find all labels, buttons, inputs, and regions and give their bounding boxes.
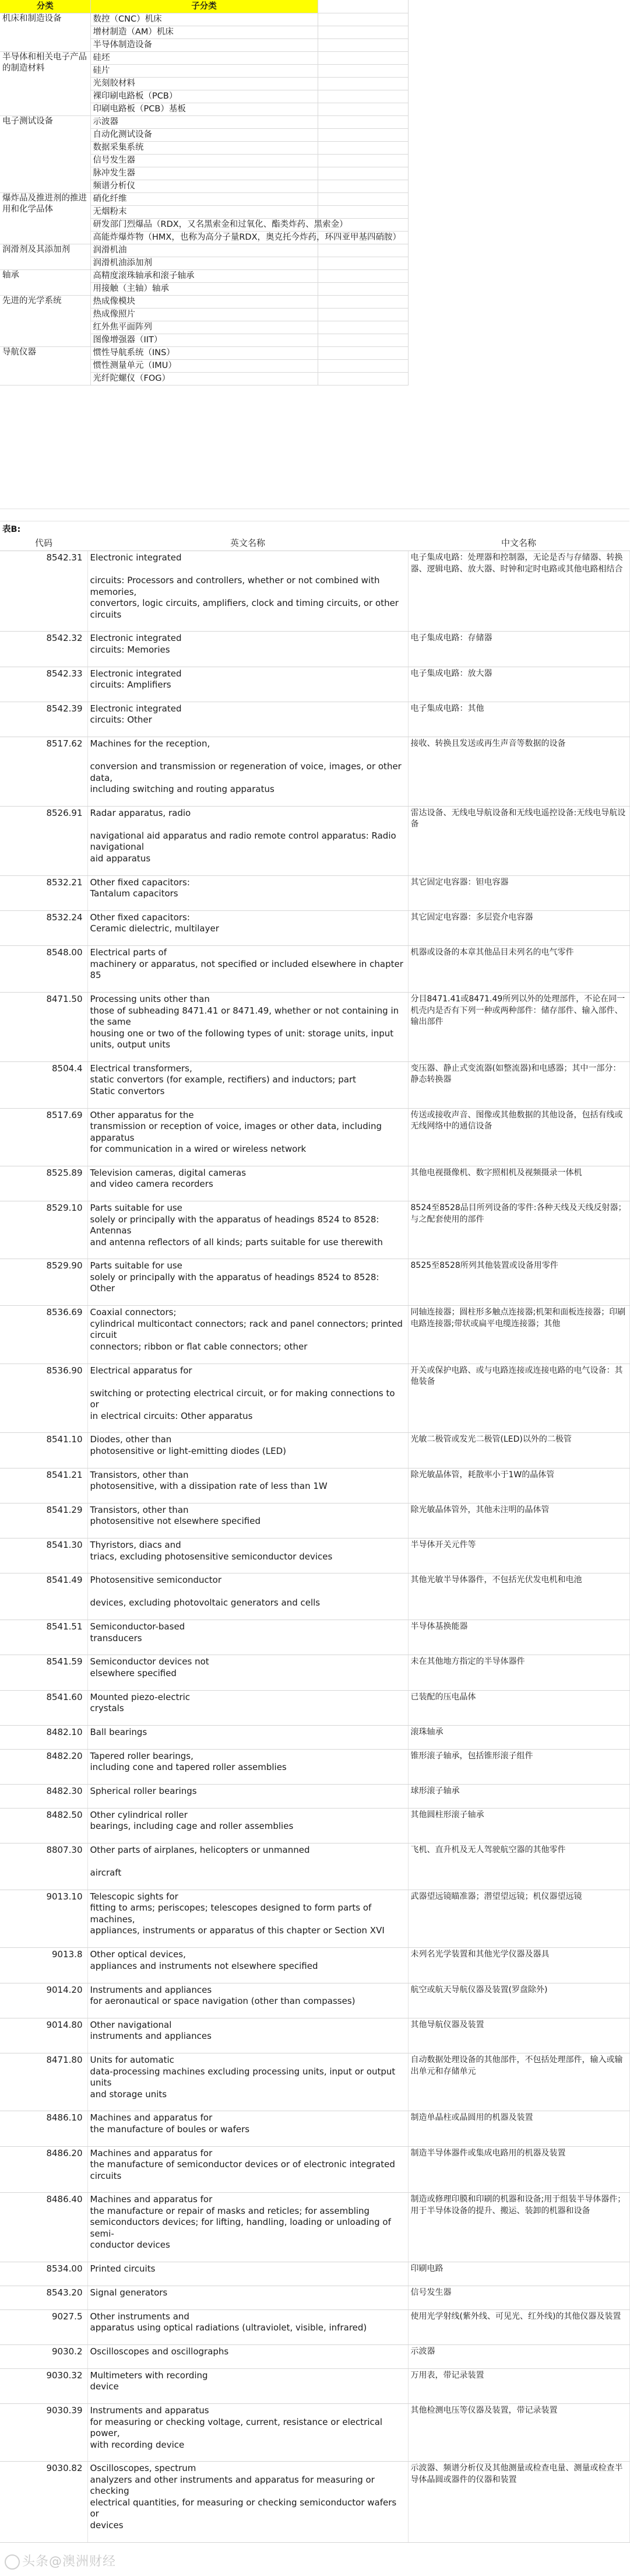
empty-cell — [318, 167, 408, 180]
subcategory-cell: 高能炸爆炸物（HMX，也称为高分子量RDX，奥克托今炸药，环四亚甲基四硝胺） — [90, 232, 318, 244]
table-row — [0, 551, 629, 632]
header-english-name: 英文名称 — [87, 535, 408, 551]
code-cell: 8541.29 — [0, 1503, 87, 1538]
subcategory-cell: 润滑机油添加剂 — [90, 257, 318, 270]
subcategory-cell: 红外焦平面阵列 — [90, 321, 318, 334]
code-cell: 8541.10 — [0, 1433, 87, 1468]
code-cell: 9030.32 — [0, 2368, 87, 2403]
code-cell: 9030.39 — [0, 2404, 87, 2462]
code-cell: 8471.50 — [0, 993, 87, 1062]
table-row — [0, 632, 629, 667]
english-name-cell: Photosensitive semiconductor devices, excluding photovoltaic generators and cells — [87, 1573, 408, 1620]
english-name-cell: Telescopic sights for fitting to arms; periscopes; telescopes designed to form parts of machines, appliances, instruments or apparatus of this chapter or Section XVI — [87, 1890, 408, 1947]
code-cell: 8532.21 — [0, 875, 87, 910]
chinese-name-cell: 其他电视摄像机、数字照相机及视频摄录一体机 — [408, 1166, 629, 1201]
category-cell: 爆炸品及推进剂的推进用和化学品体 — [0, 193, 90, 244]
chinese-name-cell: 电子集成电路：放大器 — [408, 667, 629, 702]
english-name-cell: Coaxial connectors; cylindrical multicontact connectors; rack and panel connectors; printed circuit connectors; ribbon or flat cable connectors; other — [87, 1306, 408, 1364]
table-row — [0, 1749, 629, 1784]
chinese-name-cell: 其他圆柱形滚子轴承 — [408, 1808, 629, 1843]
chinese-name-cell: 8525至8528所列其他装置或设备用零件 — [408, 1259, 629, 1306]
subcategory-cell: 无烟粉末 — [90, 206, 318, 219]
english-name-cell: Other fixed capacitors: Tantalum capacitors — [87, 875, 408, 910]
subcategory-cell: 信号发生器 — [90, 155, 318, 167]
english-name-cell: Semiconductor devices not elsewhere specified — [87, 1655, 408, 1690]
table-row — [0, 1620, 629, 1655]
chinese-name-cell: 示波器、频谱分析仪及其他测量或检查电量、测量或检查半导体晶圆或器件的仪器和装置 — [408, 2462, 629, 2542]
code-cell: 8486.10 — [0, 2111, 87, 2146]
chinese-name-cell: 制造单晶柱或晶圆用的机器及装置 — [408, 2111, 629, 2146]
table-row — [0, 910, 629, 945]
chinese-name-cell: 滚珠轴承 — [408, 1726, 629, 1750]
subcategory-cell: 高精度滚珠轴承和滚子轴承 — [90, 270, 318, 283]
english-name-cell: Other optical devices, appliances and instruments not elsewhere specified — [87, 1948, 408, 1983]
subcategory-cell: 光纤陀螺仪（FOG） — [90, 373, 318, 385]
code-cell: 8541.30 — [0, 1538, 87, 1573]
subcategory-cell: 热成像模块 — [90, 296, 318, 309]
english-name-cell: Printed circuits — [87, 2262, 408, 2286]
table-row — [0, 270, 408, 283]
header-category: 分类 — [0, 0, 90, 13]
category-cell: 先进的光学系统 — [0, 296, 90, 347]
code-cell: 8534.00 — [0, 2262, 87, 2286]
table-a — [0, 0, 409, 385]
english-name-cell: Diodes, other than photosensitive or light-emitting diodes (LED) — [87, 1433, 408, 1468]
code-cell: 8542.32 — [0, 632, 87, 667]
header-chinese-name: 中文名称 — [408, 535, 629, 551]
chinese-name-cell: 未列名光学装置和其他光学仪器及器具 — [408, 1948, 629, 1983]
code-cell: 8541.49 — [0, 1573, 87, 1620]
subcategory-cell: 硅片 — [90, 65, 318, 78]
table-row — [0, 1201, 629, 1259]
chinese-name-cell: 电子集成电路：存储器 — [408, 632, 629, 667]
chinese-name-cell: 已装配的压电晶体 — [408, 1690, 629, 1725]
empty-cell — [318, 116, 408, 129]
code-cell: 8486.20 — [0, 2146, 87, 2193]
subcategory-cell: 数据采集系统 — [90, 142, 318, 155]
subcategory-cell: 频谱分析仪 — [90, 180, 318, 193]
code-cell: 8543.20 — [0, 2286, 87, 2309]
empty-cell — [318, 334, 408, 347]
chinese-name-cell: 其它固定电容器：钽电容器 — [408, 875, 629, 910]
table-row — [0, 702, 629, 737]
subcategory-cell: 图像增强器（IIT） — [90, 334, 318, 347]
table-row — [0, 1259, 629, 1306]
code-cell: 8529.10 — [0, 1201, 87, 1259]
chinese-name-cell: 其他光敏半导体器件，不包括光伏发电机和电池 — [408, 1573, 629, 1620]
empty-cell — [318, 296, 408, 309]
empty-cell — [318, 283, 408, 296]
subcategory-cell: 增材制造（AM）机床 — [90, 26, 318, 39]
empty-cell — [318, 321, 408, 334]
table-row — [0, 2018, 629, 2053]
table-row — [0, 2368, 629, 2403]
chinese-name-cell: 电子集成电路：处理器和控制器，无论是否与存储器、转换器、逻辑电路、放大器、时钟和定时电路或其他电路相结合 — [408, 551, 629, 632]
empty-cell — [318, 142, 408, 155]
table-row — [0, 1690, 629, 1725]
empty-cell — [318, 13, 408, 26]
chinese-name-cell: 武器望远镜瞄准器；潜望望远镜；机仪器望远镜 — [408, 1890, 629, 1947]
code-cell: 9013.10 — [0, 1890, 87, 1947]
chinese-name-cell: 同轴连接器；圆柱形多触点连接器;机架和面板连接器；印刷电路连接器;带状或扁平电缆连接器；其他 — [408, 1306, 629, 1364]
code-cell: 9013.8 — [0, 1948, 87, 1983]
chinese-name-cell: 8524至8528品目所列设备的零件:各种天线及天线反射器；与之配套使用的部件 — [408, 1201, 629, 1259]
chinese-name-cell: 机器或设备的本章其他品目未列名的电气零件 — [408, 946, 629, 993]
empty-cell — [318, 270, 408, 283]
subcategory-cell: 印刷电路板（PCB）基板 — [90, 103, 318, 116]
english-name-cell: Other apparatus for the transmission or reception of voice, images or other data, including apparatus for communication in a wired or wireless network — [87, 1108, 408, 1166]
chinese-name-cell: 其它固定电容器：多层瓷介电容器 — [408, 910, 629, 945]
code-cell: 8541.60 — [0, 1690, 87, 1725]
english-name-cell: Oscilloscopes, spectrum analyzers and other instruments and apparatus for measuring or checking electrical quantities, for measuring or checking semiconductor wafers or devices — [87, 2462, 408, 2542]
code-cell: 8517.69 — [0, 1108, 87, 1166]
table-row — [0, 737, 629, 807]
english-name-cell: Spherical roller bearings — [87, 1785, 408, 1809]
subcategory-cell: 数控（CNC）机床 — [90, 13, 318, 26]
table-row — [0, 1364, 629, 1433]
subcategory-cell: 示波器 — [90, 116, 318, 129]
table-row — [0, 2262, 629, 2286]
chinese-name-cell: 自动数据处理设备的其他部件，不包括处理部件，输入或输出单元和存储单元 — [408, 2053, 629, 2111]
code-cell: 8541.51 — [0, 1620, 87, 1655]
empty-cell — [318, 26, 408, 39]
table-row — [0, 1890, 629, 1947]
english-name-cell: Machines and apparatus for the manufacture or repair of masks and reticles; for assembling semiconductors devices; for lifting, handling, loading or unloading of semi- conductor devices — [87, 2193, 408, 2262]
english-name-cell: Instruments and apparatus for measuring or checking voltage, current, resistance or electrical power, with recording device — [87, 2404, 408, 2462]
empty-cell — [318, 373, 408, 385]
header-code: 代码 — [0, 535, 87, 551]
subcategory-cell: 裸印刷电路板（PCB） — [90, 90, 318, 103]
code-cell: 8807.30 — [0, 1843, 87, 1890]
empty-cell — [318, 39, 408, 52]
category-cell: 半导体和相关电子产品的制造材料 — [0, 52, 90, 116]
code-cell: 8482.20 — [0, 1749, 87, 1784]
table-row — [0, 2309, 629, 2344]
table-row — [0, 2193, 629, 2262]
table-row — [0, 193, 408, 206]
table-row — [0, 1503, 629, 1538]
english-name-cell: Ball bearings — [87, 1726, 408, 1750]
english-name-cell: Other cylindrical roller bearings, including cage and roller assemblies — [87, 1808, 408, 1843]
chinese-name-cell: 接收、转换且发送或再生声音等数据的设备 — [408, 737, 629, 807]
table-row — [0, 2345, 629, 2369]
table-row — [0, 347, 408, 360]
header-empty — [318, 0, 408, 13]
english-name-cell: Instruments and appliances for aeronautical or space navigation (other than compasses) — [87, 1983, 408, 2018]
english-name-cell: Electronic integrated circuits: Processors and controllers, whether or not combined with memories, convertors, logic circuits, amplifiers, clock and timing circuits, or other circuits — [87, 551, 408, 632]
table-b-header — [0, 535, 629, 551]
table-row — [0, 1843, 629, 1890]
english-name-cell: Electronic integrated circuits: Memories — [87, 632, 408, 667]
chinese-name-cell: 万用表，带记录装置 — [408, 2368, 629, 2403]
subcategory-cell: 惯性导航系统（INS） — [90, 347, 318, 360]
english-name-cell: Machines for the reception, conversion and transmission or regeneration of voice, images, or other data, including switching and routing apparatus — [87, 737, 408, 807]
english-name-cell: Transistors, other than photosensitive not elsewhere specified — [87, 1503, 408, 1538]
table-row — [0, 1948, 629, 1983]
english-name-cell: Other navigational instruments and appliances — [87, 2018, 408, 2053]
english-name-cell: Machines and apparatus for the manufacture of semiconductor devices or of electronic integrated circuits — [87, 2146, 408, 2193]
code-cell: 9014.80 — [0, 2018, 87, 2053]
code-cell: 8541.59 — [0, 1655, 87, 1690]
table-row — [0, 116, 408, 129]
code-cell: 8482.50 — [0, 1808, 87, 1843]
empty-cell — [318, 257, 408, 270]
code-cell: 8482.30 — [0, 1785, 87, 1809]
subcategory-cell: 硝化纤维 — [90, 193, 318, 206]
code-cell: 8542.39 — [0, 702, 87, 737]
chinese-name-cell: 传送或接收声音、图像或其他数据的其他设备，包括有线或无线网络中的通信设备 — [408, 1108, 629, 1166]
chinese-name-cell: 使用光学射线(紫外线、可见光、红外线)的其他仪器及装置 — [408, 2309, 629, 2344]
empty-cell — [318, 206, 408, 219]
chinese-name-cell: 半导体开关元件等 — [408, 1538, 629, 1573]
empty-cell — [318, 244, 408, 257]
english-name-cell: Electronic integrated circuits: Other — [87, 702, 408, 737]
watermark — [5, 2552, 116, 2570]
english-name-cell: Radar apparatus, radio navigational aid apparatus and radio remote control apparatus: Radio navigational aid apparatus — [87, 806, 408, 875]
chinese-name-cell: 飞机、直升机及无人驾驶航空器的其他零件 — [408, 1843, 629, 1890]
table-row — [0, 1573, 629, 1620]
english-name-cell: Other fixed capacitors: Ceramic dielectric, multilayer — [87, 910, 408, 945]
chinese-name-cell: 除光敏晶体管外，其他未注明的晶体管 — [408, 1503, 629, 1538]
empty-cell — [318, 309, 408, 321]
subcategory-cell: 惯性测量单元（IMU） — [90, 360, 318, 373]
code-cell: 8525.89 — [0, 1166, 87, 1201]
subcategory-cell: 硅坯 — [90, 52, 318, 65]
english-name-cell: Electronic integrated circuits: Amplifiers — [87, 667, 408, 702]
table-row — [0, 875, 629, 910]
table-row — [0, 1726, 629, 1750]
english-name-cell: Transistors, other than photosensitive, with a dissipation rate of less than 1W — [87, 1468, 408, 1503]
empty-cell — [318, 129, 408, 142]
code-cell: 8517.62 — [0, 737, 87, 807]
chinese-name-cell: 印刷电路 — [408, 2262, 629, 2286]
subcategory-cell: 用接触（主轴）轴承 — [90, 283, 318, 296]
code-cell: 9014.20 — [0, 1983, 87, 2018]
english-name-cell: Mounted piezo-electric crystals — [87, 1690, 408, 1725]
table-row — [0, 2404, 629, 2462]
english-name-cell: Semiconductor-based transducers — [87, 1620, 408, 1655]
english-name-cell: Electrical apparatus for switching or protecting electrical circuit, or for making connections to or in electrical circuits: Other apparatus — [87, 1364, 408, 1433]
table-a-header — [0, 0, 408, 13]
empty-cell — [318, 180, 408, 193]
english-name-cell: Units for automatic data-processing machines excluding processing units, input or output units and storage units — [87, 2053, 408, 2111]
english-name-cell: Machines and apparatus for the manufacture of boules or wafers — [87, 2111, 408, 2146]
empty-cell — [318, 90, 408, 103]
english-name-cell: Oscilloscopes and oscillographs — [87, 2345, 408, 2369]
table-row — [0, 1468, 629, 1503]
table-row — [0, 2146, 629, 2193]
chinese-name-cell: 半导体基换能器 — [408, 1620, 629, 1655]
table-row — [0, 946, 629, 993]
chinese-name-cell: 雷达设备、无线电导航设备和无线电遥控设备:无线电导航设备 — [408, 806, 629, 875]
subcategory-cell: 热成像照片 — [90, 309, 318, 321]
english-name-cell: Processing units other than those of subheading 8471.41 or 8471.49, whether or not containing in the same housing one or two of the following types of unit: storage units, input units, output units — [87, 993, 408, 1062]
subcategory-cell: 自动化测试设备 — [90, 129, 318, 142]
circle-logo-icon — [5, 2554, 20, 2570]
chinese-name-cell: 分目8471.41或8471.49所列以外的处理部件，不论在同一机壳内是否有下列一种或两种部件：储存部件、输入部件、输出部件 — [408, 993, 629, 1062]
table-row — [0, 1433, 629, 1468]
code-cell: 8542.31 — [0, 551, 87, 632]
empty-cell — [318, 78, 408, 90]
table-row — [0, 1166, 629, 1201]
watermark-text: 头条@澳洲财经 — [22, 2554, 117, 2569]
code-cell: 8482.10 — [0, 1726, 87, 1750]
code-cell: 8526.91 — [0, 806, 87, 875]
table-row — [0, 667, 629, 702]
table-row — [0, 1983, 629, 2018]
subcategory-cell: 研发部门烈爆品（RDX，又名黑索金和过氧化、酯类炸药、黑索金） — [90, 219, 318, 232]
table-row — [0, 1061, 629, 1108]
chinese-name-cell: 未在其他地方指定的半导体器件 — [408, 1655, 629, 1690]
table-b-label: 表B: — [2, 525, 21, 534]
english-name-cell: Parts suitable for use solely or principally with the apparatus of headings 8524 to 8528: Other — [87, 1259, 408, 1306]
english-name-cell: Electrical transformers, static convertors (for example, rectifiers) and inductors; part Static convertors — [87, 1061, 408, 1108]
category-cell: 轴承 — [0, 270, 90, 296]
english-name-cell: Tapered roller bearings, including cone and tapered roller assemblies — [87, 1749, 408, 1784]
subcategory-cell: 半导体制造设备 — [90, 39, 318, 52]
chinese-name-cell: 变压器、静止式变流器(如整流器)和电感器；其中一部分：静态转换器 — [408, 1061, 629, 1108]
subcategory-cell: 光刻胶材料 — [90, 78, 318, 90]
chinese-name-cell: 航空或航天导航仪器及装置(罗盘除外) — [408, 1983, 629, 2018]
empty-cell — [318, 52, 408, 65]
empty-cell — [318, 65, 408, 78]
code-cell: 8541.21 — [0, 1468, 87, 1503]
english-name-cell: Electrical parts of machinery or apparatus, not specified or included elsewhere in chapter 85 — [87, 946, 408, 993]
table-row — [0, 13, 408, 26]
code-cell: 8532.24 — [0, 910, 87, 945]
english-name-cell: Thyristors, diacs and triacs, excluding photosensitive semiconductor devices — [87, 1538, 408, 1573]
header-subcategory: 子分类 — [90, 0, 318, 13]
chinese-name-cell: 其他导航仪器及装置 — [408, 2018, 629, 2053]
code-cell: 8529.90 — [0, 1259, 87, 1306]
category-cell: 电子测试设备 — [0, 116, 90, 193]
table-b — [0, 535, 630, 2543]
table-row — [0, 2111, 629, 2146]
table-row — [0, 2053, 629, 2111]
table-row — [0, 52, 408, 65]
code-cell: 9027.5 — [0, 2309, 87, 2344]
table-row — [0, 806, 629, 875]
empty-cell — [318, 360, 408, 373]
chinese-name-cell: 光敏二极管或发光二极管(LED)以外的二极管 — [408, 1433, 629, 1468]
category-cell: 导航仪器 — [0, 347, 90, 385]
code-cell: 8542.33 — [0, 667, 87, 702]
code-cell: 8536.69 — [0, 1306, 87, 1364]
table-row — [0, 1538, 629, 1573]
chinese-name-cell: 制造半导体器件或集成电路用的机器及装置 — [408, 2146, 629, 2193]
chinese-name-cell: 除光敏晶体管，耗散率小于1W的晶体管 — [408, 1468, 629, 1503]
table-row — [0, 1306, 629, 1364]
table-row — [0, 1785, 629, 1809]
table-row — [0, 296, 408, 309]
table-row — [0, 1108, 629, 1166]
code-cell: 8471.80 — [0, 2053, 87, 2111]
category-cell: 机床和制造设备 — [0, 13, 90, 52]
table-row — [0, 2286, 629, 2309]
empty-cell — [318, 193, 408, 206]
code-cell: 9030.82 — [0, 2462, 87, 2542]
empty-cell — [318, 103, 408, 116]
table-row — [0, 1655, 629, 1690]
code-cell: 9030.2 — [0, 2345, 87, 2369]
chinese-name-cell: 示波器 — [408, 2345, 629, 2369]
subcategory-cell: 润滑机油 — [90, 244, 318, 257]
chinese-name-cell: 信号发生器 — [408, 2286, 629, 2309]
category-cell: 润滑剂及其添加剂 — [0, 244, 90, 270]
chinese-name-cell: 其他检测电压等仪器及装置，带记录装置 — [408, 2404, 629, 2462]
table-row — [0, 993, 629, 1062]
code-cell: 8548.00 — [0, 946, 87, 993]
table-row — [0, 2462, 629, 2542]
code-cell: 8486.40 — [0, 2193, 87, 2262]
english-name-cell: Signal generators — [87, 2286, 408, 2309]
english-name-cell: Multimeters with recording device — [87, 2368, 408, 2403]
chinese-name-cell: 锥形滚子轴承，包括锥形滚子组件 — [408, 1749, 629, 1784]
english-name-cell: Television cameras, digital cameras and video camera recorders — [87, 1166, 408, 1201]
empty-cell — [318, 347, 408, 360]
chinese-name-cell: 开关或保护电路、或与电路连接或连接电路的电气设备：其他装备 — [408, 1364, 629, 1433]
empty-cell — [318, 155, 408, 167]
table-row — [0, 244, 408, 257]
subcategory-cell: 脉冲发生器 — [90, 167, 318, 180]
english-name-cell: Other parts of airplanes, helicopters or unmanned aircraft — [87, 1843, 408, 1890]
table-row — [0, 1808, 629, 1843]
chinese-name-cell: 球形滚子轴承 — [408, 1785, 629, 1809]
code-cell: 8536.90 — [0, 1364, 87, 1433]
chinese-name-cell: 电子集成电路：其他 — [408, 702, 629, 737]
english-name-cell: Other instruments and apparatus using optical radiations (ultraviolet, visible, infrared) — [87, 2309, 408, 2344]
code-cell: 8504.4 — [0, 1061, 87, 1108]
english-name-cell: Parts suitable for use solely or principally with the apparatus of headings 8524 to 8528: Antennas and antenna reflectors of all kinds; parts suitable for use therewith — [87, 1201, 408, 1259]
chinese-name-cell: 制造或修理印膜和印刷的机器和设备;用于组装半导体器件；用于半导体设备的提升、搬运、装卸的机器和设备 — [408, 2193, 629, 2262]
